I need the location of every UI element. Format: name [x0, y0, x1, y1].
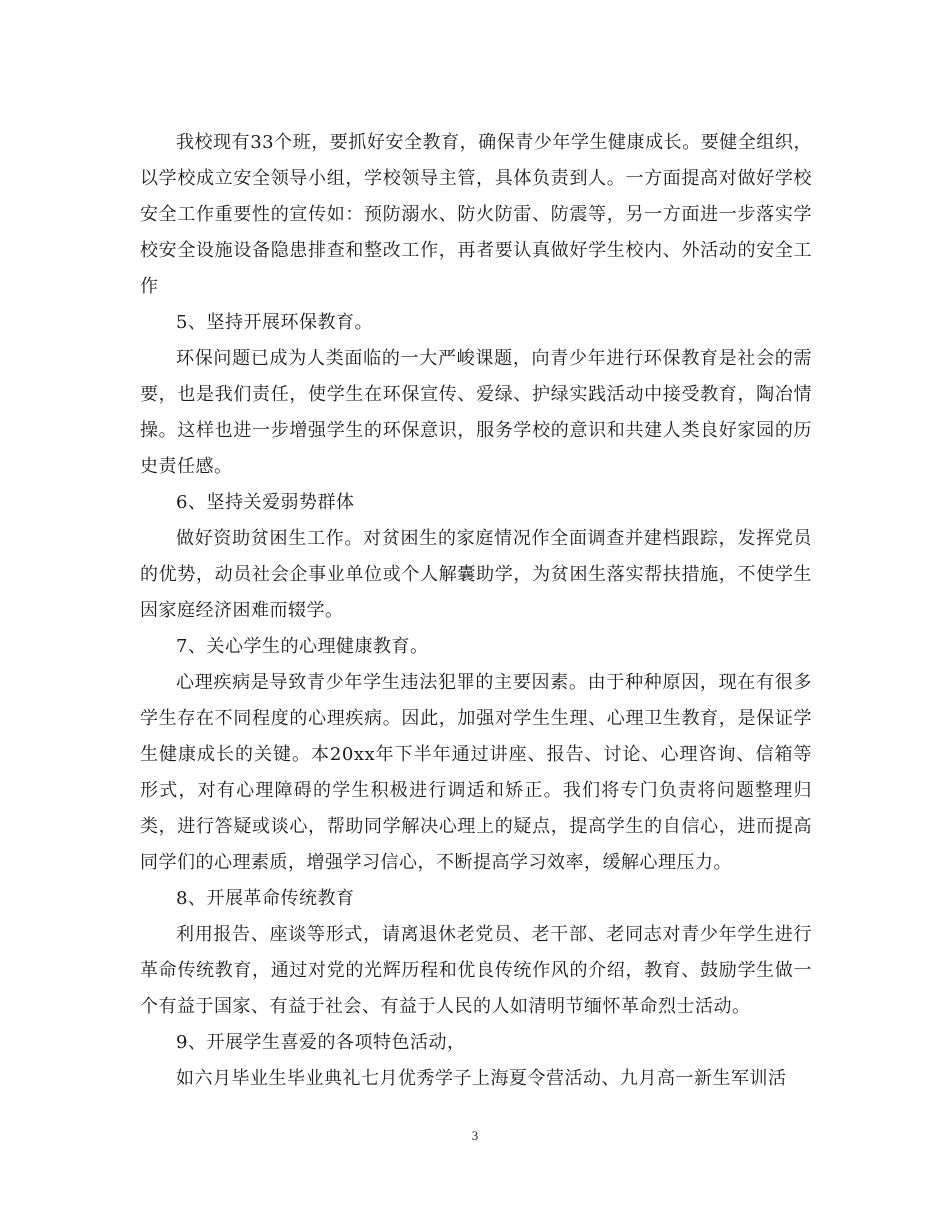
heading-environmental-education: 5、坚持开展环保教育。 — [176, 312, 373, 333]
paragraph-care-vulnerable-groups: 做好资助贫困生工作。对贫困生的家庭情况作全面调查并建档跟踪，发挥党员的优势，动员社会企事业单位或个人解囊助学，为贫困生落实帮扶措施，不使学生因家庭经济困难而辍学。 — [140, 528, 812, 621]
heading-special-activities: 9、开展学生喜爱的各项特色活动， — [176, 1032, 466, 1053]
heading-care-vulnerable-groups: 6、坚持关爱弱势群体 — [176, 492, 355, 513]
page-number: 3 — [471, 1128, 479, 1143]
paragraph-environmental-education: 环保问题已成为人类面临的一大严峻课题，向青少年进行环保教育是社会的需要，也是我们责任，使学生在环保宣传、爱绿、护绿实践活动中接受教育，陶冶情操。这样也进一步增强学生的环保意识，服务学校的意识和共建人类良好家园的历史责任感。 — [140, 348, 812, 477]
paragraph-special-activities: 如六月毕业生毕业典礼七月优秀学子上海夏令营活动、九月高一新生军训活 — [176, 1068, 787, 1089]
document-body — [140, 125, 812, 1097]
paragraph-revolutionary-tradition: 利用报告、座谈等形式，请离退休老党员、老干部、老同志对青少年学生进行革命传统教育，通过对党的光辉历程和优良传统作风的介绍，教育、鼓励学生做一个有益于国家、有益于社会、有益于人民的人如清明节缅怀革命烈士活动。 — [140, 924, 812, 1017]
heading-revolutionary-tradition: 8、开展革命传统教育 — [176, 888, 355, 909]
heading-mental-health: 7、关心学生的心理健康教育。 — [176, 636, 429, 657]
paragraph-mental-health: 心理疾病是导致青少年学生违法犯罪的主要因素。由于种种原因，现在有很多学生存在不同程度的心理疾病。因此，加强对学生生理、心理卫生教育，是保证学生健康成长的关键。本20xx年下半年通过讲座、报告、讨论、心理咨询、信箱等形式，对有心理障碍的学生积极进行调适和矫正。我们将专门负责将问题整理归类，进行答疑或谈心，帮助同学解决心理上的疑点，提高学生的自信心，进而提高同学们的心理素质，增强学习信心，不断提高学习效率，缓解心理压力。 — [140, 672, 812, 873]
paragraph-school-safety: 我校现有33个班，要抓好安全教育，确保青少年学生健康成长。要健全组织，以学校成立安全领导小组，学校领导主管，具体负责到人。一方面提高对做好学校安全工作重要性的宣传如：预防溺水、防火防雷、防震等，另一方面进一步落实学校安全设施设备隐患排查和整改工作，再者要认真做好学生校内、外活动的安全工作 — [140, 132, 812, 297]
